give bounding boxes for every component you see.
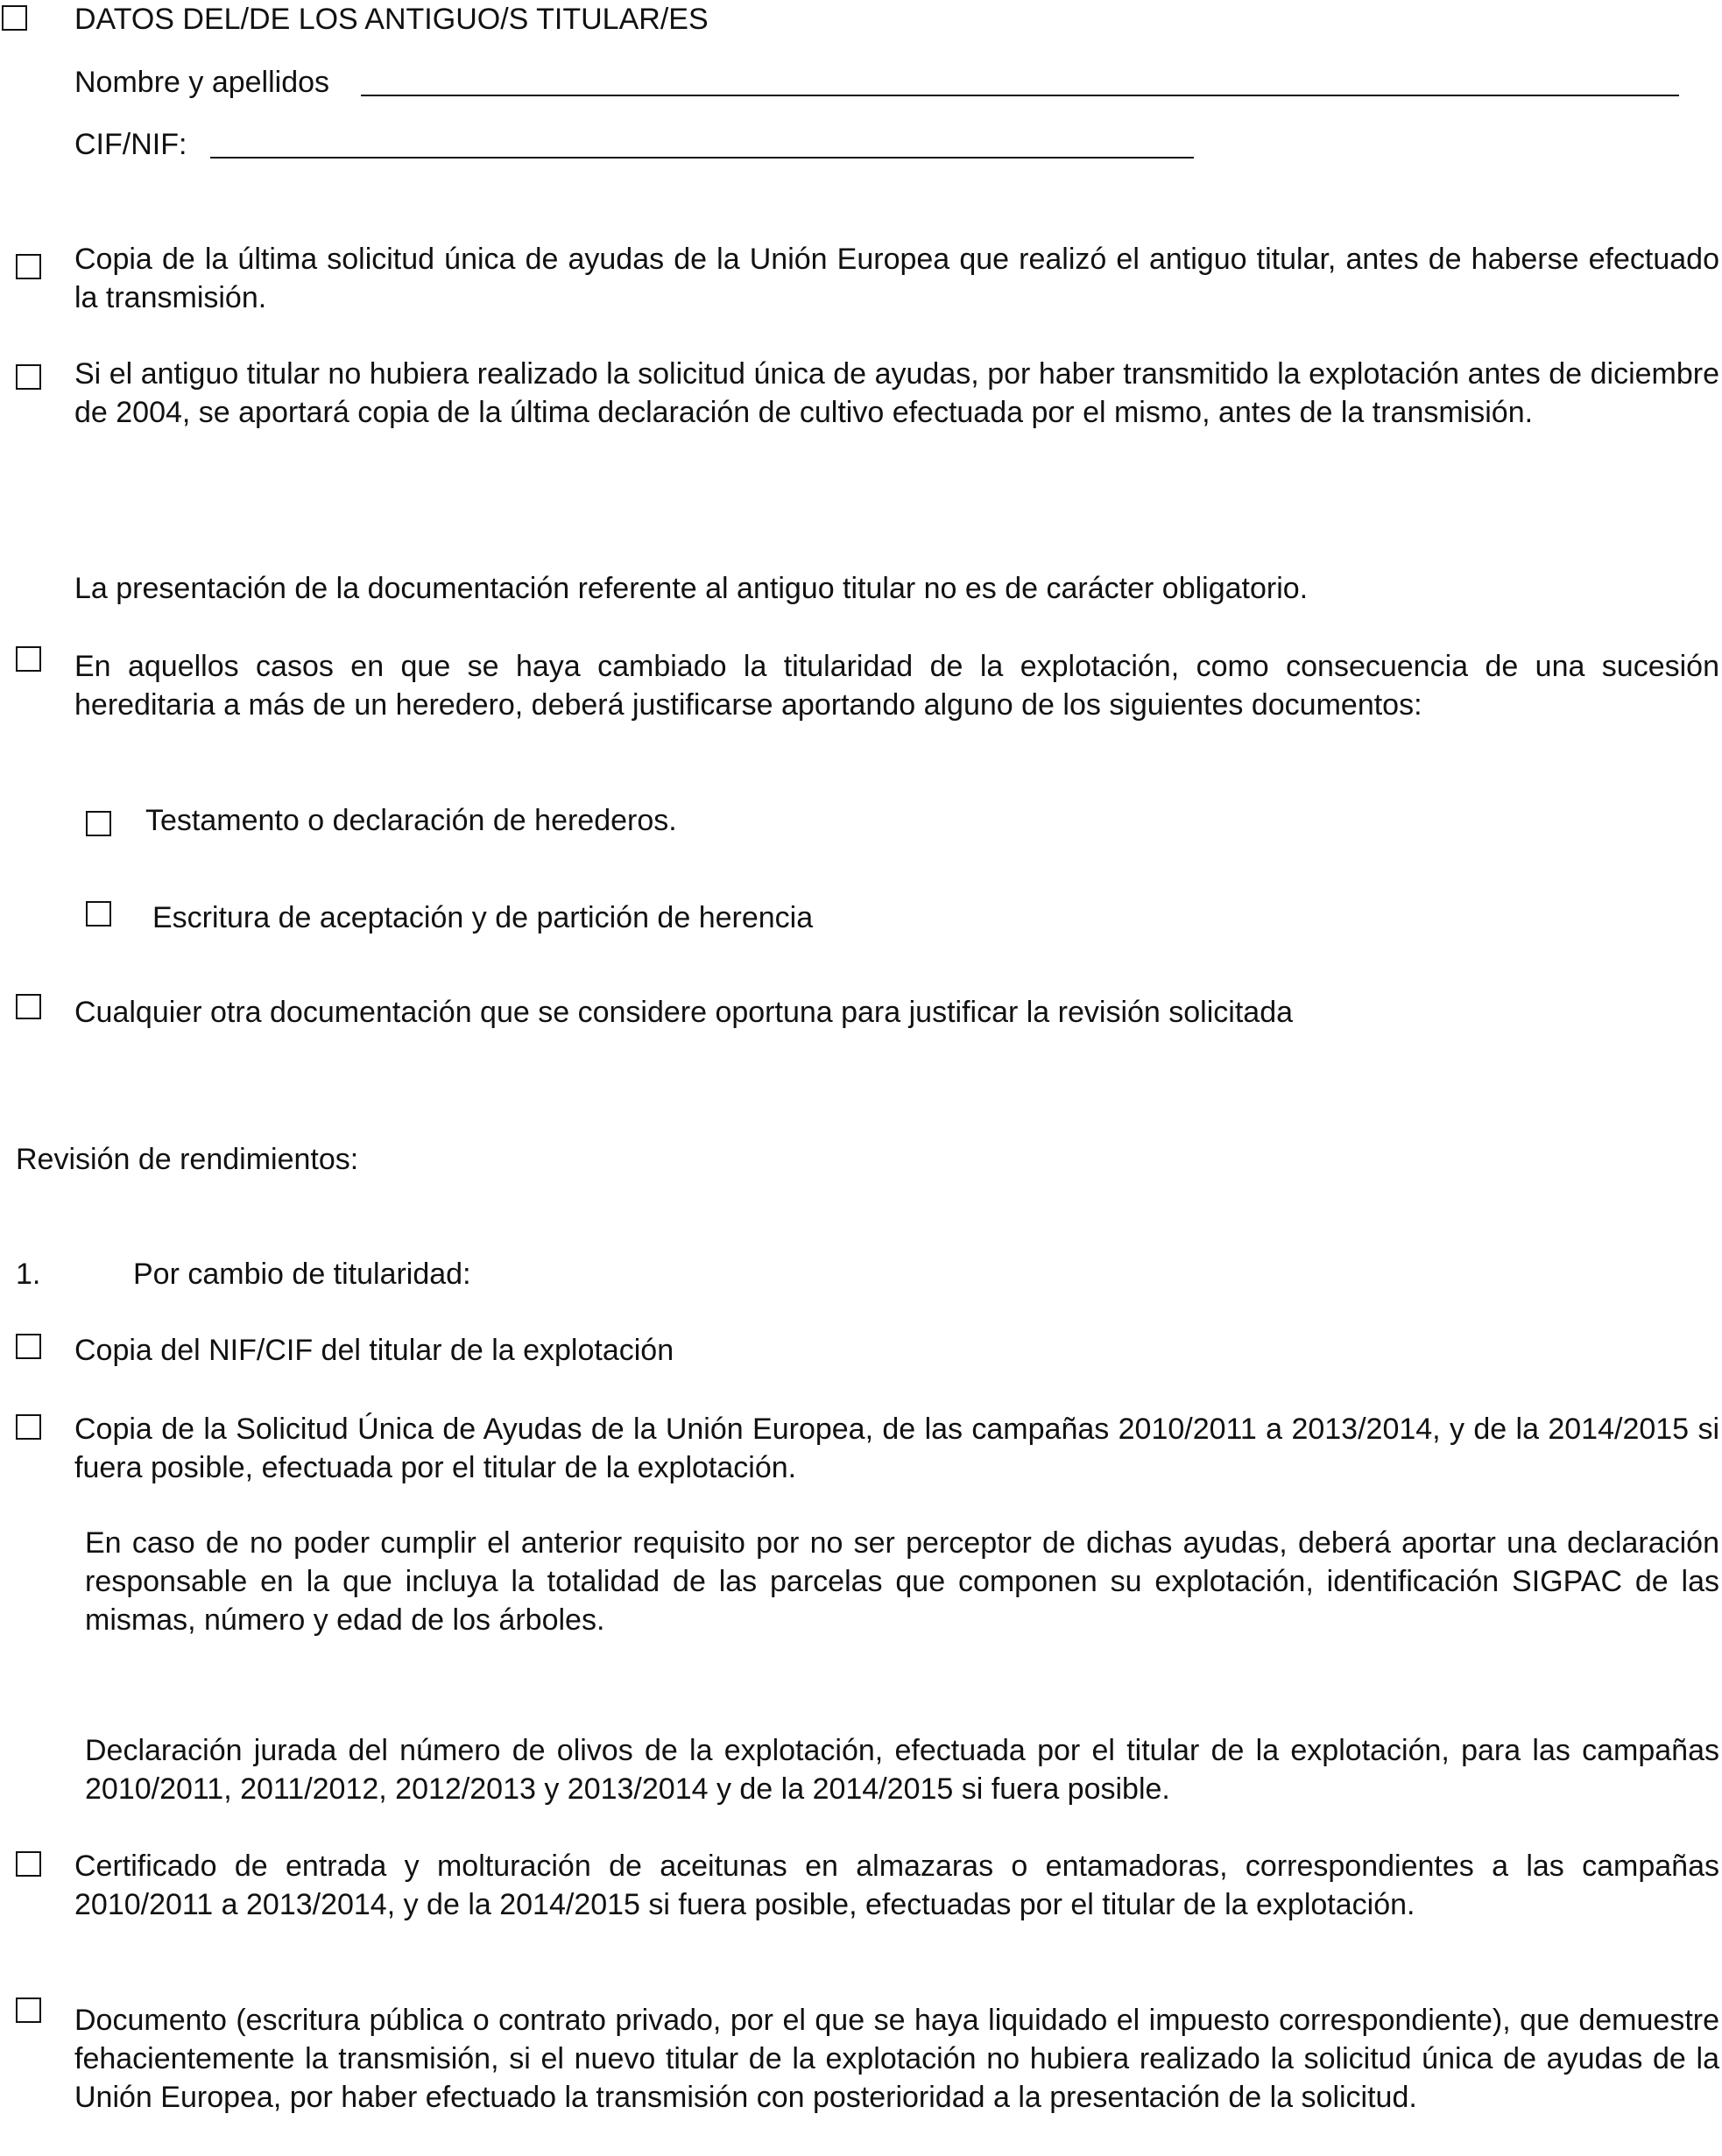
checkbox-other-docs[interactable]	[16, 994, 41, 1019]
name-label: Nombre y apellidos	[74, 66, 330, 99]
item-solicitud-copy: Copia de la Solicitud Única de Ayudas de la Unión Europea, de las campañas 2010/2011 a 2013/2014, y de la 2014/2015 si fuera posible, efectuada por el titular de la explotación.	[74, 1413, 1719, 1484]
succession-item-deed: Escritura de aceptación y de partición de herencia	[152, 901, 814, 934]
checkbox-deed[interactable]	[86, 901, 111, 927]
other-docs: Cualquier otra documentación que se considere oportuna para justificar la revisión solicitada	[74, 996, 1294, 1029]
name-field-row	[74, 63, 329, 102]
cif-label: CIF/NIF:	[74, 128, 187, 161]
checkbox-certificate[interactable]	[16, 1851, 41, 1877]
alternative-note: En caso de no poder cumplir el anterior requisito por no ser perceptor de dichas ayudas, deberá aportar una declaración responsable en la que incluya la totalidad de las parcelas que componen su explotación, identificación SIGPAC de las mismas, número y edad de los árboles.	[85, 1526, 1719, 1637]
checkbox-succession[interactable]	[16, 646, 41, 672]
item-nif-copy: Copia del NIF/CIF del titular de la explotación	[74, 1334, 674, 1367]
succession-item-testament: Testamento o declaración de herederos.	[145, 804, 677, 837]
checkbox-transfer-document[interactable]	[16, 1997, 41, 2023]
item-transfer-document: Documento (escritura pública o contrato privado, por el que se haya liquidado el impuesto correspondiente), que demuestre fehacientemente la transmisión, si el nuevo titular de la explotación no hubiera realizado la solicitud única de ayudas de la Unión Europea, por haber efectuado la transmisión con posterioridad a la presentación de la solicitud.	[74, 2004, 1719, 2114]
yield-review-heading: Revisión de rendimientos:	[16, 1143, 359, 1176]
checkbox-solicitud-copy[interactable]	[16, 1414, 41, 1440]
checkbox-crop-declaration[interactable]	[16, 364, 41, 390]
checkbox-nif-copy[interactable]	[16, 1334, 41, 1359]
cif-field-row	[74, 125, 187, 164]
checkbox-former-holder[interactable]	[2, 5, 27, 31]
item-certificate: Certificado de entrada y molturación de aceitunas en almazaras o entamadoras, correspondientes a las campañas 2010/2011 a 2013/2014, y de la 2014/2015 si fuera posible, efectuadas por el titular de la explotación.	[74, 1850, 1719, 1921]
section-title: Por cambio de titularidad:	[133, 1258, 471, 1291]
section-number: 1.	[16, 1258, 41, 1291]
former-item-crop-declaration: Si el antiguo titular no hubiera realizado la solicitud única de ayudas, por haber transmitido la explotación antes de diciembre de 2004, se aportará copia de la última declaración de cultivo efectuada por el mismo, antes de la transmisión.	[74, 357, 1719, 429]
checkbox-last-application[interactable]	[16, 254, 41, 279]
former-holder-heading: DATOS DEL/DE LOS ANTIGUO/S TITULAR/ES	[74, 3, 709, 36]
cif-input-line[interactable]	[210, 157, 1194, 159]
optional-note: La presentación de la documentación referente al antiguo titular no es de carácter obligatorio.	[74, 572, 1309, 605]
name-input-line[interactable]	[361, 95, 1679, 96]
checkbox-testament[interactable]	[86, 811, 111, 836]
succession-text: En aquellos casos en que se haya cambiado la titularidad de la explotación, como consecuencia de una sucesión hereditaria a más de un heredero, deberá justificarse aportando alguno de los siguientes documentos:	[74, 650, 1719, 722]
sworn-statement: Declaración jurada del número de olivos de la explotación, efectuada por el titular de la explotación, para las campañas 2010/2011, 2011/2012, 2012/2013 y 2013/2014 y de la 2014/2015 si fuera posible.	[85, 1734, 1719, 1806]
former-item-last-application: Copia de la última solicitud única de ayudas de la Unión Europea que realizó el antiguo titular, antes de haberse efectuado la transmisión.	[74, 243, 1719, 314]
